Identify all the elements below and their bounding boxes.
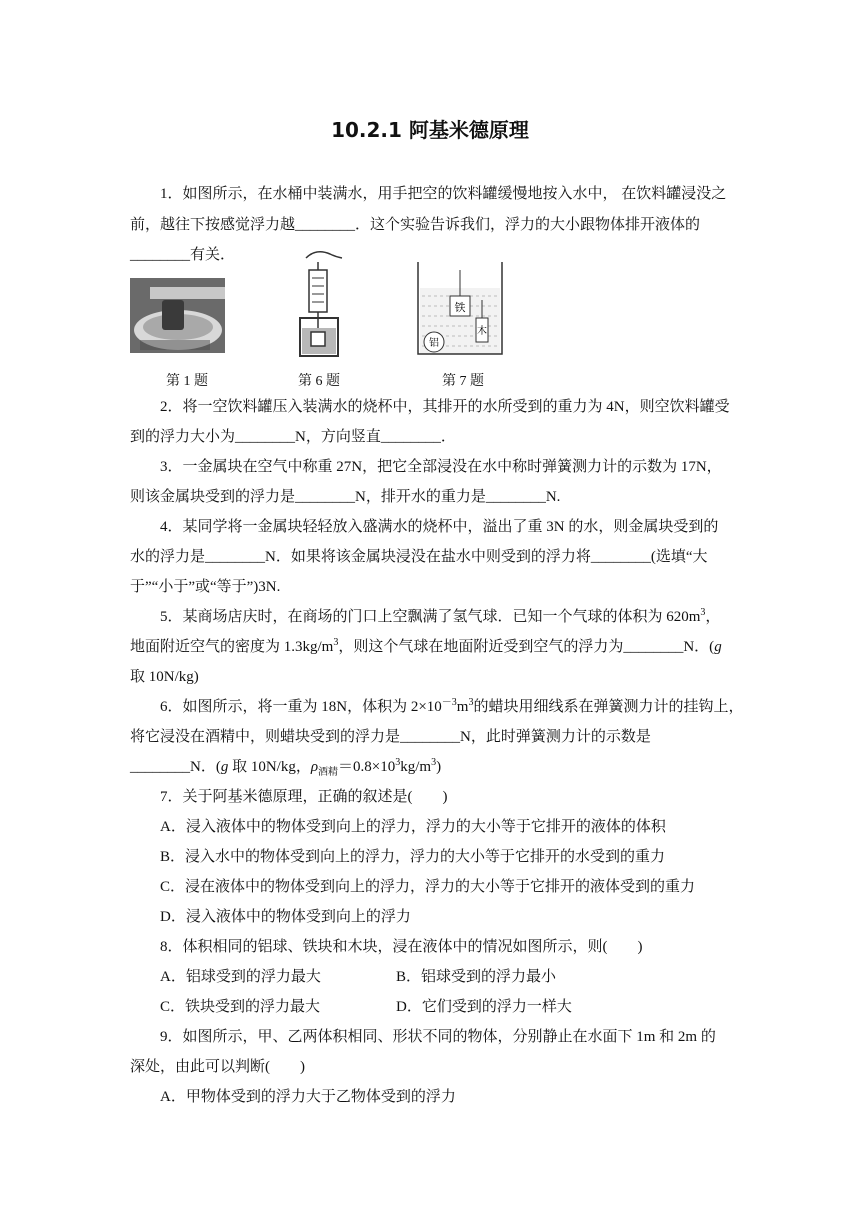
q8-options-cd [160, 997, 730, 1017]
q7-option-c: C．浸在液体中的物体受到向上的浮力，浮力的大小等于它排开的液体受到的重力 [160, 879, 696, 895]
q7-option-a: A．浸入液体中的物体受到向上的浮力，浮力的大小等于它排开的液体的体积 [160, 819, 666, 835]
q4-line-1: 4．某同学将一金属块轻轻放入盛满水的烧杯中，溢出了重 3N 的水，则金属块受到的 [160, 519, 719, 535]
q9-line-2: 深处，由此可以判断( ) [130, 1059, 305, 1075]
q5-line-1: 5．某商场店庆时，在商场的门口上空飘满了氢气球．已知一个气球的体积为 $620m^3$， [160, 607, 721, 625]
q8-option-c: C．铁块受到的浮力最大 [160, 999, 321, 1015]
q7-option-d: D．浸入液体中的物体受到向上的浮力 [160, 909, 411, 925]
figure-7-container [418, 262, 502, 354]
q4-line-3: 于”“小于”或“等于”)3N. [130, 579, 281, 595]
page-title: 10.2.1 阿基米德原理 [331, 118, 529, 142]
q1-line-3: ________有关． [130, 247, 236, 263]
q9-line-1: 9．如图所示，甲、乙两体积相同、形状不同的物体，分别静止在水面下 1m 和 2m 的 [160, 1029, 716, 1045]
figure-6-spring-scale [300, 252, 342, 356]
figure-7-caption: 第 7 题 [442, 374, 484, 389]
q5-line-2: 地面附近空气的密度为 $1.3kg/m^3$，则这个气球在地面附近受到空气的浮力为________N．(g [130, 637, 722, 655]
figure-1-caption: 第 1 题 [166, 374, 208, 389]
q5-line-3: 取 10N/kg) [130, 669, 199, 685]
q8-stem: 8．体积相同的铝球、铁块和木块，浸在液体中的情况如图所示，则( ) [160, 939, 643, 955]
q6-line-1: 6．如图所示，将一重为 18N，体积为 $2\times 10^{-3}m^3$的蜡块用细线系在弹簧测力计的挂钩上， [160, 697, 744, 715]
figure-7-label-iron: 铁 [454, 301, 466, 314]
figures [0, 0, 860, 400]
q9-option-a: A．甲物体受到的浮力大于乙物体受到的浮力 [160, 1089, 456, 1105]
figure-1-photo [130, 278, 225, 353]
q8-option-a: A．铝球受到的浮力最大 [160, 969, 321, 985]
q7-option-b: B．浸入水中的物体受到向上的浮力，浮力的大小等于它排开的水受到的重力 [160, 849, 666, 865]
q2-line-2: 到的浮力大小为________N，方向竖直________． [130, 429, 456, 445]
q6-line-3: ________N．(g 取 10N/kg，$\rho_{酒精}=0.8\times 10^3kg/m^3$) [130, 757, 442, 778]
figure-7-label-aluminum: 铝 [429, 338, 439, 349]
q7-stem: 7．关于阿基米德原理，正确的叙述是( ) [160, 789, 448, 805]
figure-7-label-wood: 木 [477, 326, 487, 337]
q3-line-1: 3．一金属块在空气中称重 27N，把它全部浸没在水中称时弹簧测力计的示数为 17N， [160, 459, 722, 475]
q2-line-1: 2．将一空饮料罐压入装满水的烧杯中，其排开的水所受到的重力为 4N，则空饮料罐受 [160, 399, 730, 415]
q8-option-b: B．铝球受到的浮力最小 [396, 969, 557, 985]
q4-line-2: 水的浮力是________N．如果将该金属块浸没在盐水中则受到的浮力将________(选填“大 [130, 549, 708, 565]
q1-line-1: 1．如图所示，在水桶中装满水，用手把空的饮料罐缓慢地按入水中， 在饮料罐浸没之 [160, 186, 727, 202]
q8-options-ab [160, 967, 730, 987]
q6-line-2: 将它浸没在酒精中，则蜡块受到的浮力是________N，此时弹簧测力计的示数是 [130, 729, 651, 745]
figure-6-caption: 第 6 题 [298, 374, 340, 389]
q3-line-2: 则该金属块受到的浮力是________N，排开水的重力是________N. [130, 489, 561, 505]
q8-option-d: D．它们受到的浮力一样大 [396, 999, 572, 1015]
q1-line-2: 前，越往下按感觉浮力越________．这个实验告诉我们，浮力的大小跟物体排开液体的 [130, 217, 701, 233]
